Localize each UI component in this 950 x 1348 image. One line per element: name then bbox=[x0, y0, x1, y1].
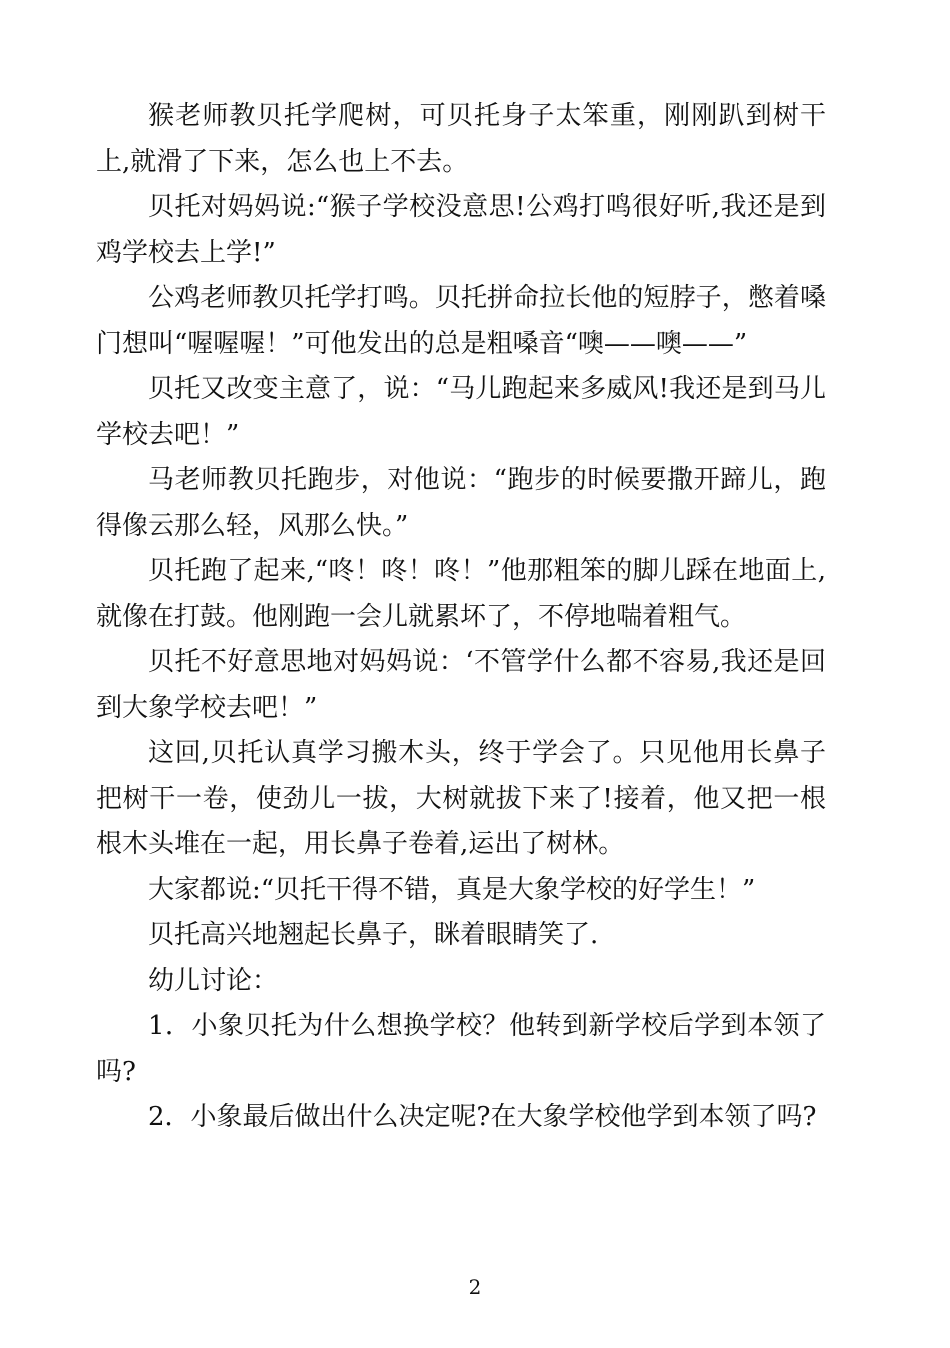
discussion-heading: 幼儿讨论： bbox=[148, 965, 279, 996]
paragraph-2: 贝托对妈妈说:“猴子学校没意思!公鸡打鸣很好听,我还是到鸡学校去上学!” bbox=[96, 192, 826, 268]
paragraph-6: 贝托跑了起来,“咚！咚！咚！”他那粗笨的脚儿踩在地面上,就像在打鼓。他刚跑一会儿就累坏了，不停地喘着粗气。 bbox=[96, 556, 826, 632]
paragraph-3: 公鸡老师教贝托学打鸣。贝托拼命拉长他的短脖子，憋着嗓门想叫“喔喔喔！”可他发出的总是粗嗓音“噢——噢——” bbox=[96, 283, 826, 359]
paragraph-1: 猴老师教贝托学爬树，可贝托身子太笨重，刚刚趴到树干上,就滑了下来，怎么也上不去。 bbox=[96, 101, 826, 177]
paragraph-10: 贝托高兴地翘起长鼻子，眯着眼睛笑了. bbox=[148, 920, 599, 950]
paragraph-4: 贝托又改变主意了，说：“马儿跑起来多威风!我还是到马儿学校去吧！” bbox=[96, 374, 826, 450]
document-body bbox=[96, 94, 826, 1141]
paragraph-7: 贝托不好意思地对妈妈说：‘不管学什么都不容易,我还是回到大象学校去吧！” bbox=[96, 647, 826, 723]
paragraph-8: 这回,贝托认真学习搬木头，终于学会了。只见他用长鼻子把树干一卷，使劲儿一拔，大树就拔下来了!接着，他又把一根根木头堆在一起，用长鼻子卷着,运出了树林。 bbox=[96, 738, 826, 859]
page-number: 2 bbox=[468, 1275, 482, 1299]
discussion-question-1: 1．小象贝托为什么想换学校？他转到新学校后学到本领了吗? bbox=[96, 1011, 826, 1087]
paragraph-5: 马老师教贝托跑步，对他说：“跑步的时候要撒开蹄儿，跑得像云那么轻，风那么快。” bbox=[96, 465, 826, 541]
discussion-question-2: 2．小象最后做出什么决定呢?在大象学校他学到本领了吗? bbox=[148, 1102, 817, 1132]
paragraph-9: 大家都说:“贝托干得不错，真是大象学校的好学生！” bbox=[148, 874, 756, 905]
